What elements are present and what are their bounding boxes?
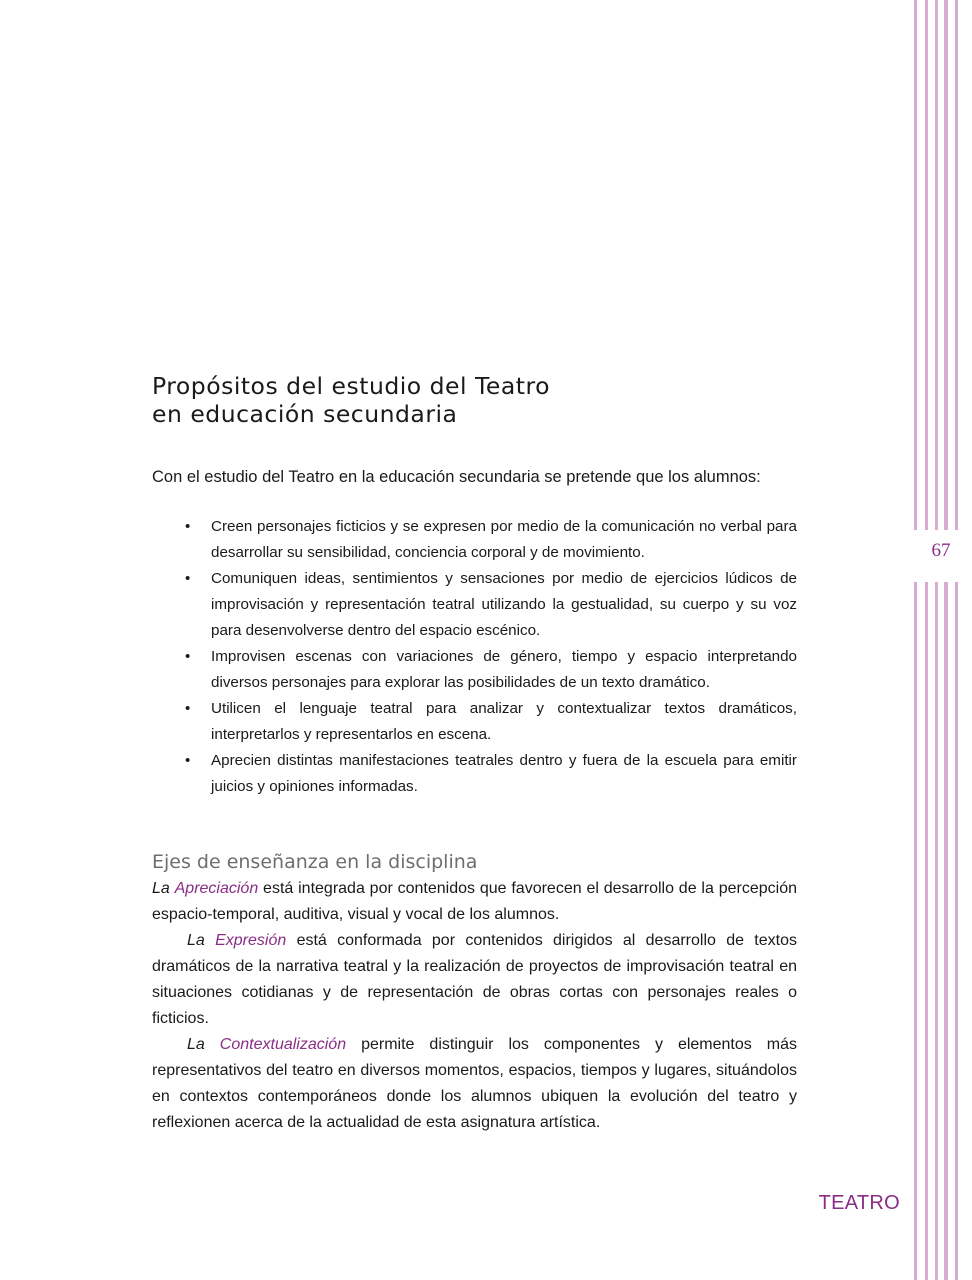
list-item-text: Aprecien distintas manifestaciones teatrales dentro y fuera de la escuela para emitir juicios y opiniones informadas. [211, 752, 797, 795]
section-title-purposes [152, 372, 797, 428]
axis-term: Apreciación [174, 880, 259, 897]
bullet-mark: • [185, 700, 191, 717]
margin-stripe [925, 0, 928, 1280]
list-item [152, 748, 797, 800]
axis-text: permite distinguir los componentes y elementos más representativos del teatro en diversos momentos, espacios, tiempos y lugares, situándolos en contextos contemporáneos donde los alumnos ubiquen la evolución del teatro y reflexionen acerca de la actualidad de esta asignatura artística. [152, 1036, 797, 1131]
axis-paragraph-expression [152, 928, 797, 1032]
axis-article: La [187, 1036, 205, 1053]
purposes-list [152, 514, 797, 800]
intro-paragraph: Con el estudio del Teatro en la educación secundaria se pretende que los alumnos: [152, 468, 761, 486]
list-item-text: Utilicen el lenguaje teatral para analizar y contextualizar textos dramáticos, interpretarlos y representarlos en escena. [211, 700, 797, 743]
list-item-text: Comuniquen ideas, sentimientos y sensaciones por medio de ejercicios lúdicos de improvisación y representación teatral utilizando la gestualidad, su cuerpo y su voz para desenvolverse dentro del espacio escénico. [211, 570, 797, 639]
axis-article: La [152, 880, 170, 897]
list-item [152, 566, 797, 644]
margin-stripe [944, 0, 948, 1280]
axis-paragraph-contextualization [152, 1032, 797, 1136]
title-line-2: en educación secundaria [152, 400, 458, 428]
section-title-axes: Ejes de enseñanza en la disciplina [152, 851, 478, 873]
list-item [152, 644, 797, 696]
bullet-mark: • [185, 648, 191, 665]
footer-subject-label: TEATRO [818, 1192, 900, 1214]
axis-article: La [187, 932, 205, 949]
list-item-text: Improvisen escenas con variaciones de género, tiempo y espacio interpretando diversos personajes para explorar las posibilidades de un texto dramático. [211, 648, 797, 691]
axis-term: Contextualización [219, 1036, 347, 1053]
list-item [152, 514, 797, 566]
page-content [152, 372, 797, 1136]
bullet-mark: • [185, 518, 191, 535]
page-number: 67 [931, 540, 951, 561]
bullet-mark: • [185, 752, 191, 769]
margin-stripe [914, 0, 917, 1280]
axis-paragraph-appreciation [152, 876, 797, 928]
bullet-mark: • [185, 570, 191, 587]
list-item [152, 696, 797, 748]
axis-text: está integrada por contenidos que favorecen el desarrollo de la percepción espacio-temporal, auditiva, visual y vocal de los alumnos. [152, 880, 797, 923]
title-line-1: Propósitos del estudio del Teatro [152, 372, 550, 400]
margin-stripe [955, 0, 958, 1280]
margin-stripe [935, 0, 938, 1280]
list-item-text: Creen personajes ficticios y se expresen por medio de la comunicación no verbal para desarrollar su sensibilidad, conciencia corporal y de movimiento. [211, 518, 797, 561]
axis-text: está conformada por contenidos dirigidos al desarrollo de textos dramáticos de la narrativa teatral y la realización de proyectos de improvisación teatral en situaciones cotidianas y de representación de obras cortas con personajes reales o ficticios. [152, 932, 797, 1027]
axis-term: Expresión [215, 932, 287, 949]
